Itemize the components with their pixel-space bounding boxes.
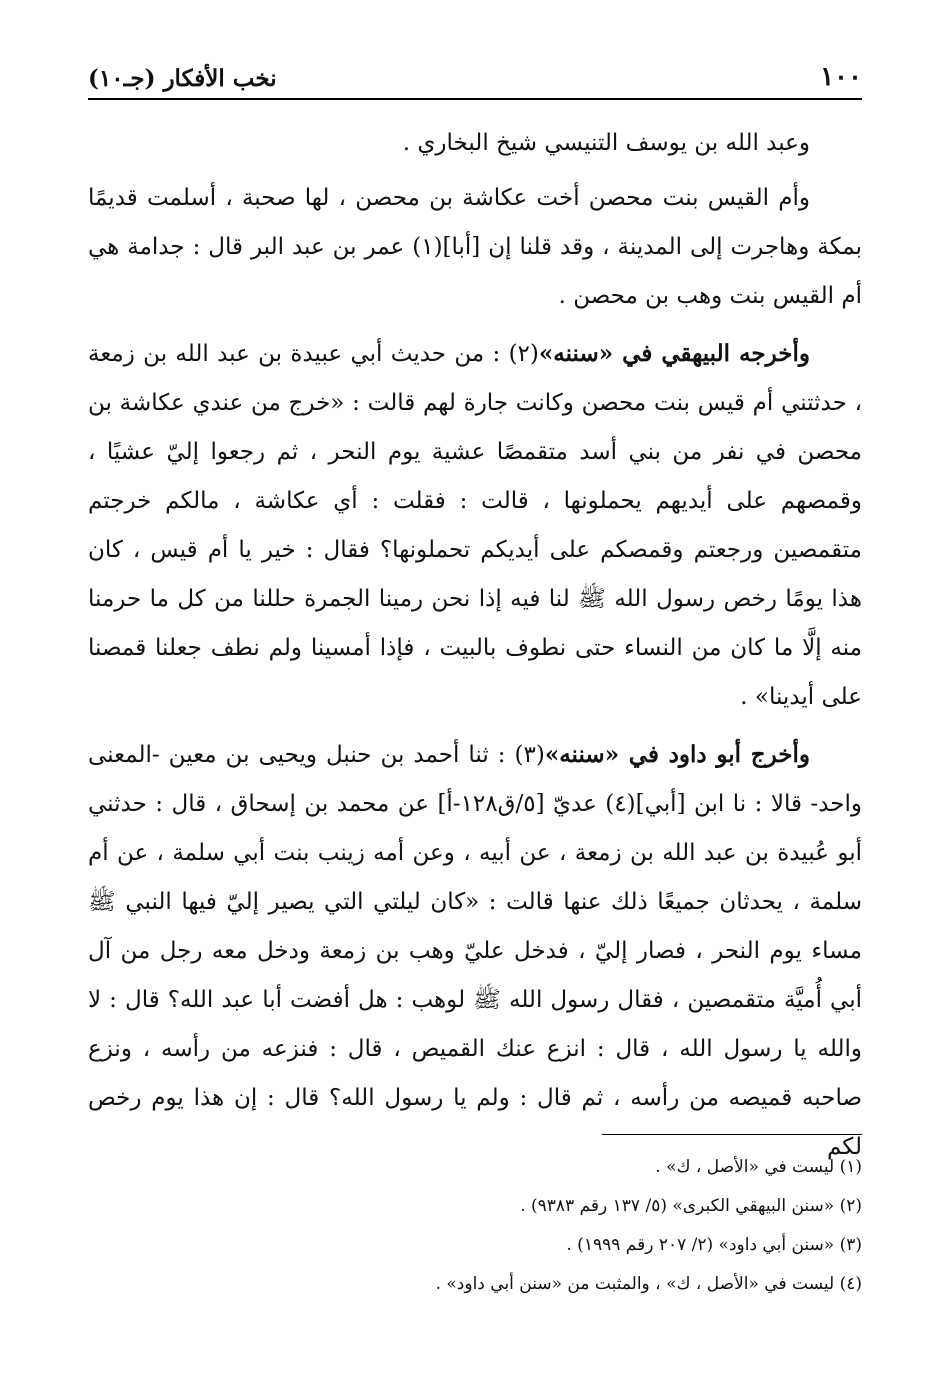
footnote-3: (٣) «سنن أبي داود» (٢/ ٢٠٧ رقم ١٩٩٩) .	[566, 1235, 862, 1255]
paragraph-2	[88, 173, 862, 321]
paragraph-2-text: وأم القيس بنت محصن أخت عكاشة بن محصن ، لها صحبة ، أسلمت قديمًا بمكة وهاجرت إلى المدينة ، وقد قلنا إن [أبا](١) عمر بن عبد البر قال : جدامة هي أم القيس بنت وهب بن محصن .	[88, 185, 862, 309]
paragraph-4-text: (٣) : ثنا أحمد بن حنبل ويحيى بن معين -المعنى واحد- قالا : نا ابن [أبي](٤) عديّ [٥/ق١٢٨-أ] عن محمد بن إسحاق ، قال : حدثني أبو عُبيدة بن عبد الله بن زمعة ، عن أبيه ، وعن أمه زينب بنت أبي سلمة ، عن أم سلمة ، يحدثان جميعًا ذلك عنها قالت : «كان ليلتي التي يصير إليّ فيها النبي ﷺ مساء يوم النحر ، فصار إليّ ، فدخل عليّ وهب بن زمعة ودخل معه رجل من آل أبي أُميَّة متقمصين ، فقال رسول الله ﷺ لوهب : هل أفضت أبا عبد الله؟ قال : لا والله يا رسول الله ، قال : انزع عنك القميص ، قال : فنزعه من رأسه ، ونزع صاحبه قميصه من رأسه ، ثم قال : ولم يا رسول الله؟ قال : إن هذا يوم رخص لكم	[88, 742, 862, 1160]
header-rule	[88, 98, 862, 100]
page-header	[88, 58, 862, 92]
page-number: ١٠٠	[820, 62, 862, 92]
footnote-2: (٢) «سنن البيهقي الكبرى» (٥/ ١٣٧ رقم ٩٣٨٣) .	[520, 1196, 862, 1216]
footnote-separator	[602, 1134, 862, 1135]
footnote-1: (١) ليست في «الأصل ، ك» .	[655, 1157, 862, 1177]
paragraph-4-lead: وأخرج أبو داود في «سننه»	[544, 741, 810, 768]
footnote-4: (٤) ليست في «الأصل ، ك» ، والمثبت من «سنن أبي داود» .	[435, 1274, 862, 1294]
book-title: نخب الأفكار (جـ١٠)	[88, 65, 277, 92]
main-text	[88, 118, 862, 1180]
paragraph-3	[88, 329, 862, 722]
paragraph-3-text: (٢) : من حديث أبي عبيدة بن عبد الله بن زمعة ، حدثتني أم قيس بنت محصن وكانت جارة لهم قالت : «خرج من عندي عكاشة بن محصن في نفر من بني أسد متقمصًا عشية يوم النحر ، ثم رجعوا إليّ عشيًا ، وقمصهم على أيديهم يحملونها ، قالت : فقلت : أي عكاشة ، مالكم خرجتم متقمصين ورجعتم وقمصكم على أيديكم تحملونها؟ فقال : خير يا أم قيس ، كان هذا يومًا رخص رسول الله ﷺ لنا فيه إذا نحن رمينا الجمرة حللنا من كل ما حرمنا منه إلَّا ما كان من النساء حتى نطوف بالبيت ، فإذا أمسينا ولم نطف جعلنا قمصنا على أيدينا» .	[88, 341, 862, 710]
paragraph-1	[88, 118, 862, 168]
paragraph-1-text: وعبد الله بن يوسف التنيسي شيخ البخاري .	[402, 130, 810, 156]
footnotes	[88, 1148, 862, 1304]
paragraph-3-lead: وأخرجه البيهقي في «سننه»	[538, 340, 810, 367]
paragraph-4	[88, 730, 862, 1172]
